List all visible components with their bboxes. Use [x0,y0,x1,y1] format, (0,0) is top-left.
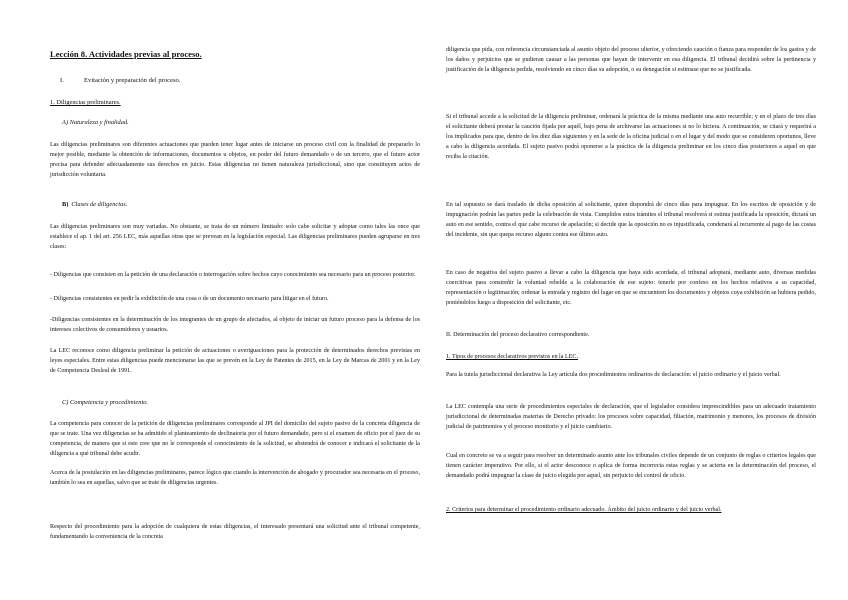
subheading-criterios: 2. Criterios para determinar el procedimiento ordinario adecuado. Ámbito del juicio ordinario y del juicio verbal. [446,507,722,513]
subsection-c: C) Competencia y procedimiento. [62,399,149,406]
section-heading-text: Evitación y preparación del proceso. [84,77,181,84]
section-number: I. [60,77,64,84]
paragraph: Las diligencias preliminares son diferentes actuaciones que pueden tener lugar antes de iniciarse un proceso civil con la finalidad de prepararlo lo mejor posible, mediante la obtención de informaciones, documentos u objetos, en poder del futuro demandado o de un tercero, que el futuro actor precisa para defender adecuadamente sus derechos en juicio. Estas diligencias no tienen naturaleza jurisdiccional, sino que constituyen actos de jurisdicción voluntaria. [50,142,420,179]
paragraph: En tal supuesto se dará traslado de dicha oposición al solicitante, quien dispondrá de cinco días para impugnar. En los escritos de oposición y de impugnación podrán las partes pedir la celebración de vista. Cumplidos estos trámites el tribunal resolverá si estima justificada la oposición, dictará un auto en ese sentido, contra el que cabe recurso de apelación; si decide que la oposición no es injustificada, condenará al recurrente al pago de las costas del incidente, sin que quepa recurso alguno contra ese último auto. [446,202,816,239]
paragraph: En caso de negativa del sujeto pasivo a llevar a cabo la diligencia que haya sido acordada, el tribunal adoptará, mediante auto, diversas medidas coercitivas para constreñir la voluntad rebelde a la colaboración de ese sujeto: tenerle por confeso en los hechos relativos a su capacidad, representación o legitimación; ordenar la entrada y registro del lugar en que se encuentren los documentos y objetos cuya exhibición se hubiera pedido, poniéndolos luego a disposición del solicitante, etc. [446,270,816,307]
paragraph: La LEC contempla una serie de procedimientos especiales de declaración, que el legislador considera imprescindibles para un adecuado tratamiento jurisdiccional de determinadas materias de Derecho privado: los procesos sobre capacidad, filiación, matrimonio y menores, los procesos de división judicial de patrimonios y el proceso monitorio y el juicio cambiario. [446,404,816,431]
paragraph: Cual en concreto se va a seguir para resolver un determinado asunto ante los tribunales civiles depende de un conjunto de reglas o criterios legales que tienen carácter imperativo. Por ello, si el actor desconoce o aplica de forma incorrecta estas reglas y se acierta en la determinación del proceso, el demandado podrá impugnar la clase de juicio elegida por aquel, sin perjuicio del control de oficio. [446,453,816,480]
paragraph: Las diligencias preliminares son muy variadas. No obstante, se trata de un número limitado: solo cabe solicitar y adoptar como tales las once que establece el ap. 1 del art. 256 LEC, más aquellas otras que se prevean en la legislación especial. Las diligencias preliminares pueden agruparse en tres clases: [50,224,420,251]
subsection-b-text: Clases de diligencias. [71,201,128,208]
section-heading-i [50,76,420,87]
paragraph: La LEC reconoce como diligencia preliminar la petición de actuaciones o averiguaciones para la protección de determinados derechos previstas en leyes especiales. Entre estas diligencias puede mencionarse las que se prevén en la Ley de Patentes de 2015, en la Ley de Marcas de 2001 y en la Ley de Competencia Desleal de 1991. [50,348,420,375]
list-item: - Diligencias que consisten en la petición de una declaración o interrogación sobre hechos cuyo conocimiento sea necesario para un proceso posterior. [50,272,416,278]
paragraph: Para la tutela jurisdiccional declarativa la Ley articula dos procedimientos ordinarios de declaración: el juicio ordinario y el juicio verbal. [446,372,781,378]
paragraph: Respecto del procedimiento para la adopción de cualquiera de estas diligencias, el interesado presentará una solicitud ante el tribunal competente, fundamentando la conveniencia de la concreta [50,524,420,541]
paragraph: La competencia para conocer de la petición de diligencias preliminares corresponde al JPI del domicilio del sujeto pasivo de la concreta diligencia de que se trate. Una vez diligencias se ha admitido el planteamiento de declinatoria por el futuro demandado, pero si el examen de oficio por el juez de su competencia, de manera que si este cree que no le corresponde el conocimiento de la solicitud, se abstendrá de conocer e indicará el solicitante de la diligencia a qué tribunal debe acudir. [50,421,420,458]
subheading-tipos: 1. Tipos de procesos declarativos previstos en la LEC. [446,354,579,360]
subsection-b [50,200,432,211]
paragraph: Si el tribunal accede a la solicitud de la diligencia preliminar, ordenará la práctica de la misma mediante una auto recurrible; y en el plazo de tres días el solicitante deberá prestar la caución fijada por aquél, bajo pena de archivarse las actuaciones si no lo hiciera. A continuación, se citará y requerirá a los implicados para que, dentro de los diez días siguientes y en la sede de la oficina judicial o en el lugar y del modo que se consideren oportunos, lleve a cabo la diligencia acordada. El sujeto pasivo podrá oponerse a la práctica de la diligencia preliminar en los cinco días posteriores a aquel en que reciba la citación. [446,114,816,161]
section-heading-ii: II. Determinación del proceso declarativo correspondiente. [446,332,590,338]
list-item: -Diligencias consistentes en la determinación de los integrantes de un grupo de afectados, al objeto de iniciar un futuro proceso para la defensa de los intereses colectivos de consumidores y usuarios. [50,317,420,334]
subsection-a: A) Naturaleza y finalidad. [62,119,129,126]
paragraph: Acerca de la postulación en las diligencias preliminares, parece lógico que cuando la intervención de abogado y procurador sea necesaria en el proceso, también lo sea en aquellas, salvo que se trate de diligencias urgentes. [50,470,420,487]
list-item: - Diligencias consistentes en pedir la exhibición de una cosa o de un documento necesario para litigar en el futuro. [50,296,329,302]
paragraph: diligencia que pida, con referencia circunstanciada al asunto objeto del proceso ulterior, y ofreciendo caución o fianza para responder de los gastos y de los daños y perjuicios que se pudieran causar a las personas que hayan de intervenir en esa diligencia. El tribunal decidirá sobre la pertinencia y justificación de la diligencia pedida, resolviendo en cinco días su adopción, o su denegación si estimase que no se justificada. [446,47,816,74]
subheading-diligencias: 1. Diligencias preliminares. [50,99,121,106]
subsection-b-letter: B) [62,201,69,208]
lesson-title: Lección 8. Actividades previas al proceso. [50,49,202,59]
